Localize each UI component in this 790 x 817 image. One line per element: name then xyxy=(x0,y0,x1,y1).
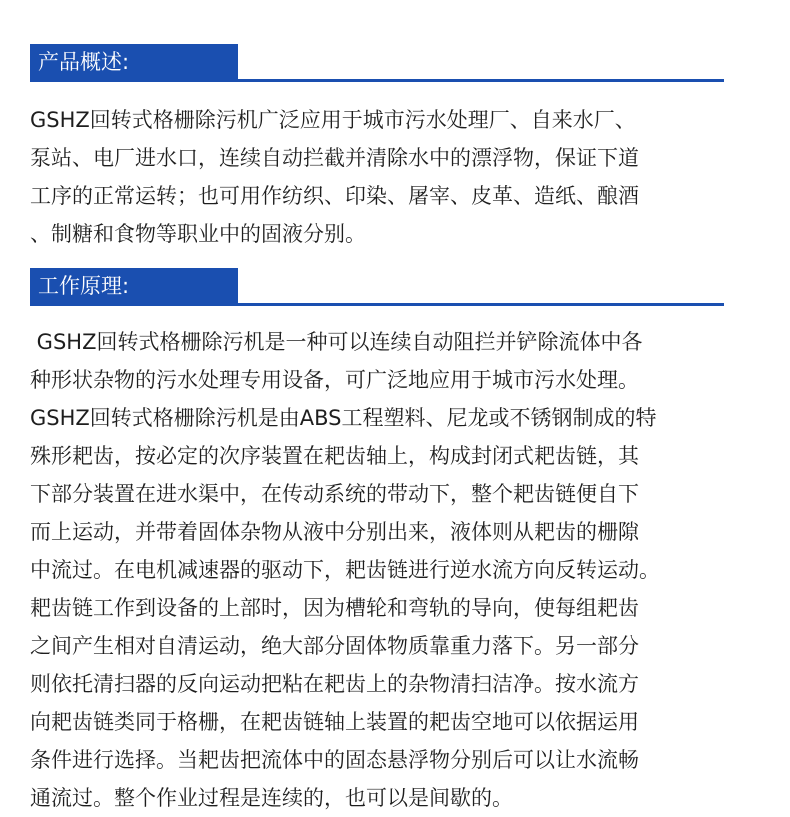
principle-line: GSHZ回转式格栅除污机是由ABS工程塑料、尼龙或不锈钢制成的特 xyxy=(30,406,657,430)
principle-line: 条件进行选择。当耙齿把流体中的固态悬浮物分别后可以让水流畅 xyxy=(30,748,639,772)
principle-line: 则依托清扫器的反向运动把粘在耙齿上的杂物清扫洁净。按水流方 xyxy=(30,672,639,696)
principle-header xyxy=(30,268,724,306)
principle-line: 通流过。整个作业过程是连续的，也可以是间歇的。 xyxy=(30,786,513,810)
principle-paragraph xyxy=(30,323,760,817)
principle-line: 殊形耙齿，按必定的次序装置在耙齿轴上，构成封闭式耙齿链，其 xyxy=(30,444,639,468)
overview-line: 工序的正常运转；也可用作纺织、印染、屠宰、皮革、造纸、酿酒 xyxy=(30,184,639,208)
principle-line: 种形状杂物的污水处理专用设备，可广泛地应用于城市污水处理。 xyxy=(30,368,639,392)
overview-line: 泵站、电厂进水口，连续自动拦截并清除水中的漂浮物，保证下道 xyxy=(30,146,639,170)
principle-line: 之间产生相对自清运动，绝大部分固体物质靠重力落下。另一部分 xyxy=(30,634,639,658)
overview-paragraph xyxy=(30,101,760,253)
overview-line: GSHZ回转式格栅除污机广泛应用于城市污水处理厂、自来水厂、 xyxy=(30,108,636,132)
overview-header xyxy=(30,44,724,82)
principle-line: 耙齿链工作到设备的上部时，因为槽轮和弯轨的导向，使每组耙齿 xyxy=(30,596,639,620)
overview-title: 产品概述: xyxy=(30,44,238,80)
principle-divider xyxy=(30,303,724,306)
overview-line: 、制糖和食物等职业中的固液分别。 xyxy=(30,222,366,246)
principle-line: GSHZ回转式格栅除污机是一种可以连续自动阻拦并铲除流体中各 xyxy=(30,330,643,354)
principle-line: 中流过。在电机减速器的驱动下，耙齿链进行逆水流方向反转运动。 xyxy=(30,558,660,582)
principle-line: 下部分装置在进水渠中，在传动系统的带动下，整个耙齿链便自下 xyxy=(30,482,639,506)
overview-divider xyxy=(30,79,724,82)
principle-line: 向耙齿链类同于格栅，在耙齿链轴上装置的耙齿空地可以依据运用 xyxy=(30,710,639,734)
principle-line: 而上运动，并带着固体杂物从液中分别出来，液体则从耙齿的栅隙 xyxy=(30,520,639,544)
principle-title: 工作原理: xyxy=(30,268,238,304)
